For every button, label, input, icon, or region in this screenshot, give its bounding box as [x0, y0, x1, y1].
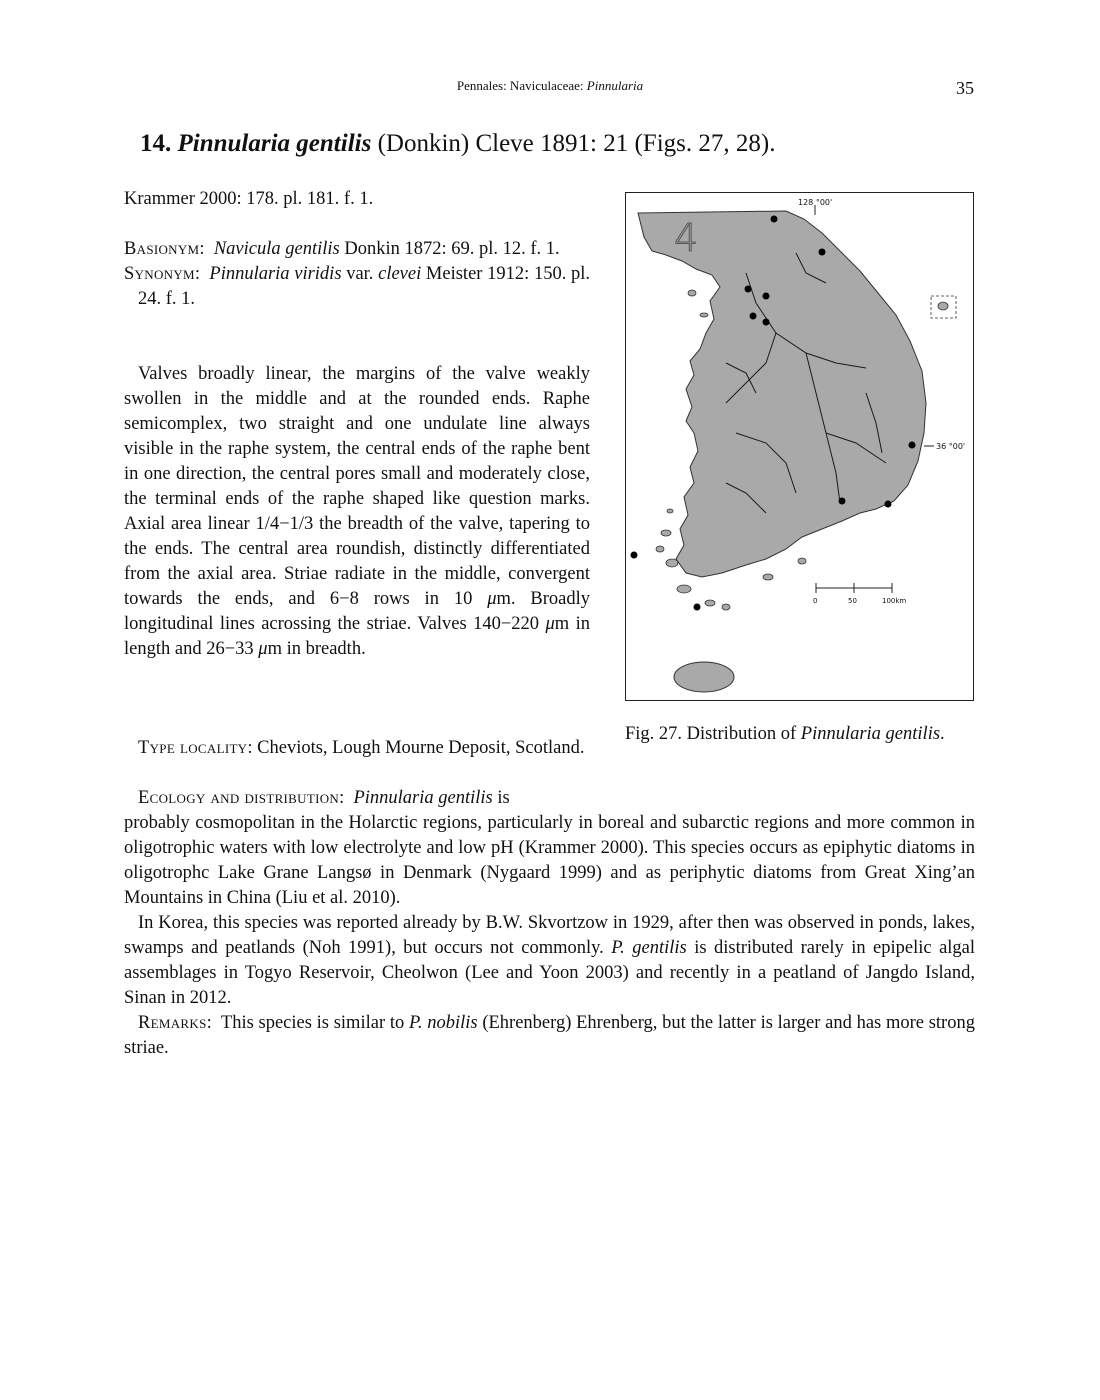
korea-text-1: In Korea, this species was reported already by B.W. Skvortzow in 1929, after then was observed in ponds, lakes, swamps and peatlands (Noh 1991), but occurs not commonly. — [124, 913, 975, 958]
caption-suffix: . — [940, 724, 945, 744]
occurrence-point — [909, 442, 916, 449]
reference-krammer-text: Krammer 2000: 178. pl. 181. f. 1. — [124, 189, 374, 209]
synonym-variety: clevei — [378, 264, 422, 284]
ecology-species: Pinnularia gentilis — [353, 788, 493, 808]
remarks-paragraph: Remarks: This species is similar to P. nobilis (Ehrenberg) Ehrenberg, but the latter is larger and has more strong striae. — [124, 1013, 975, 1058]
basionym-reference: Donkin 1872: 69. pl. 12. f. 1. — [339, 239, 560, 259]
occurrence-point — [745, 286, 752, 293]
korea-paragraph — [124, 911, 975, 1011]
description-text-1: Valves broadly linear, the margins of the valve weakly swollen in the middle and at the rounded ends. Raphe semicomplex, two straight and one undulate line always visible in the raphe system, the central ends of the raphe bent in one direction, the central pores small and moderately close, the terminal ends of the raphe shaped like question marks. Axial area linear 1/4−1/3 the breadth of the valve, tapering to the ends. The central area roundish, distinctly differentiated from the axial area. Striae radiate in the middle, convergent towards the ends, and 6−8 rows in 10 — [124, 364, 590, 609]
scale-0: 0 — [813, 597, 818, 605]
nomenclature-block — [124, 237, 590, 312]
ecology-paragraph: probably cosmopolitan in the Holarctic regions, particularly in boreal and subarctic regions and more common in oligotrophic waters with low electrolyte and low pH (Krammer 2000). This species occurs as epiphytic diatoms in oligotrophc Lake Grane Langsø in Denmark (Nygaard 1999) and as periphytic diatoms from Great Xing’an Mountains in China (Liu et al. 2010). — [124, 813, 975, 908]
korea-species: P. gentilis — [611, 938, 687, 958]
caption-species: Pinnularia gentilis — [800, 724, 941, 744]
full-width-text — [124, 811, 975, 1061]
running-head-genus: Pinnularia — [586, 78, 644, 93]
distribution-map — [625, 192, 974, 701]
description-text-2: m. Broadly longitudinal lines acrossing the striae. Valves 140−220 — [124, 589, 590, 634]
description-paragraph — [124, 362, 590, 662]
korea-text-2: is distributed rarely in epipelic algal assemblages in Togyo Reservoir, Cheolwon (Lee and Yoon 2003) and recently in a peatland of Jangdo Island, Sinan in 2012. — [124, 938, 976, 1008]
species-name: Pinnularia gentilis — [177, 130, 372, 157]
occurrence-point — [771, 216, 778, 223]
map-number: 4 — [674, 216, 699, 260]
occurrence-point — [819, 249, 826, 256]
ecology-first-line: Ecology and distribution: Pinnularia gentilis is — [138, 788, 510, 808]
occurrence-point — [885, 501, 892, 508]
remarks-label: Remarks — [138, 1013, 207, 1033]
running-head — [0, 78, 1100, 94]
ulleungdo-island — [938, 302, 948, 310]
synonym: Synonym: Pinnularia viridis var. clevei Meister 1912: 150. pl. 24. f. 1. — [124, 264, 591, 309]
synonym-reference: Meister 1912: 150. pl. 24. f. 1. — [138, 264, 591, 309]
type-locality-text: Cheviots, Lough Mourne Deposit, Scotland. — [252, 738, 585, 758]
occurrence-point — [750, 313, 757, 320]
scale-bar — [816, 583, 892, 593]
synonym-label: Synonym — [124, 264, 195, 284]
scale-100km: 100km — [882, 597, 907, 605]
figure-caption — [625, 722, 975, 747]
occurrence-point — [763, 293, 770, 300]
reference-krammer — [124, 187, 590, 212]
remarks-text-2: (Ehrenberg) Ehrenberg, but the latter is larger and has more strong striae. — [124, 1013, 975, 1058]
micron-symbol: μ — [258, 639, 268, 659]
description-text-4: m in breadth. — [267, 639, 366, 659]
entry-number: 14. — [140, 130, 172, 157]
basionym-name: Navicula gentilis — [213, 239, 340, 259]
ecology-text-a: is — [492, 788, 510, 808]
scale-50: 50 — [848, 597, 857, 605]
occurrence-point — [694, 604, 701, 611]
peninsula-landmass — [638, 211, 926, 577]
species-title — [140, 130, 775, 158]
page-number: 35 — [956, 78, 974, 98]
basionym-label: Basionym — [124, 239, 200, 259]
latitude-label: 36 °00' — [936, 442, 966, 451]
occurrence-point — [763, 319, 770, 326]
basionym: Basionym: Navicula gentilis Donkin 1872: 69. pl. 12. f. 1. — [124, 239, 560, 259]
type-locality-label: Type locality — [138, 738, 248, 758]
occurrence-point — [839, 498, 846, 505]
synonym-name: Pinnularia viridis — [209, 264, 342, 284]
description-text-3: m in length and 26−33 — [124, 614, 590, 659]
running-head-prefix: Pennales: Naviculaceae: — [456, 78, 587, 93]
species-authority: (Donkin) Cleve 1891: 21 (Figs. 27, 28). — [371, 130, 776, 157]
remarks-text-1: This species is similar to — [220, 1013, 409, 1033]
caption-prefix: Fig. 27. Distribution of — [625, 724, 801, 744]
type-locality: Type locality: Cheviots, Lough Mourne Deposit, Scotland. — [138, 738, 585, 758]
korea-map-svg — [626, 193, 973, 700]
micron-symbol: μ — [487, 589, 497, 609]
synonym-mid: var. — [341, 264, 379, 284]
remarks-species: P. nobilis — [408, 1013, 478, 1033]
ecology-label: Ecology and distribution — [138, 788, 340, 808]
longitude-label: 128 °00' — [798, 198, 833, 207]
micron-symbol: μ — [545, 614, 555, 634]
jeju-island — [674, 662, 734, 692]
occurrence-point — [631, 552, 638, 559]
